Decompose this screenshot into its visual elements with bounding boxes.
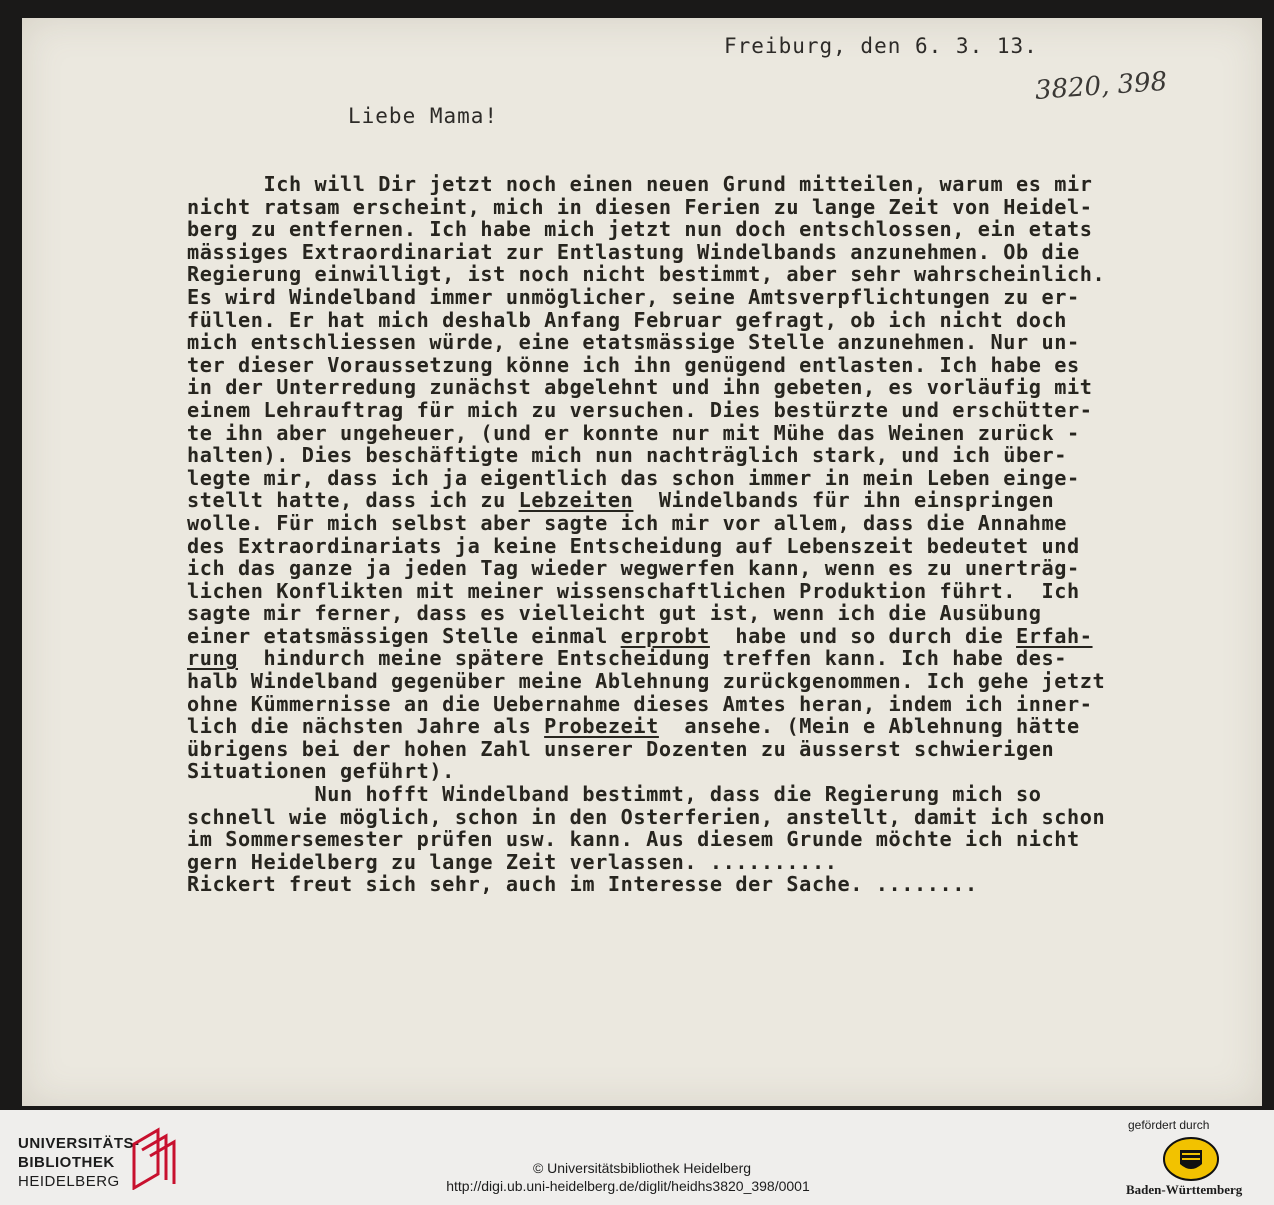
line-text: einem Lehrauftrag für mich zu versuchen. Dies bestürzte und erschütter-: [187, 397, 1093, 422]
library-name-line2: BIBLIOTHEK: [18, 1154, 115, 1171]
letter-line: [187, 580, 1237, 603]
line-text: te ihn aber ungeheuer, (und er konnte nur mit Mühe das Weinen zurück -: [187, 420, 1080, 445]
coat-of-arms-icon: [1162, 1136, 1220, 1182]
letter-line: [187, 602, 1237, 625]
line-text: übrigens bei der hohen Zahl unserer Dozenten zu äusserst schwierigen: [187, 736, 1055, 761]
line-text: sagte mir ferner, dass es vielleicht gut ist, wenn ich die Ausübung: [187, 601, 1042, 626]
line-text: ansehe. (Mein e Ablehnung hätte: [658, 714, 1080, 739]
line-text: lich die nächsten Jahre als: [187, 714, 545, 739]
line-text: lichen Konflikten mit meiner wissenschaftlichen Produktion führt. Ich: [187, 578, 1080, 603]
line-text: Windelbands für ihn einspringen: [633, 488, 1055, 513]
line-text: gern Heidelberg zu lange Zeit verlassen. ..........: [187, 849, 838, 874]
letter-line: [187, 241, 1237, 264]
letter-line: [187, 828, 1237, 851]
line-text: einer etatsmässigen Stelle einmal: [187, 623, 621, 648]
letter-line: [187, 783, 1237, 806]
line-text: wolle. Für mich selbst aber sagte ich mir vor allem, dass die Annahme: [187, 510, 1068, 535]
line-text: schnell wie möglich, schon in den Osterferien, anstellt, damit ich schon: [187, 804, 1106, 829]
copyright-notice: © Universitätsbibliothek Heidelberg: [532, 1160, 752, 1176]
permalink-url[interactable]: http://digi.ub.uni-heidelberg.de/diglit/heidhs3820_398/0001: [446, 1178, 810, 1194]
letter-line: [187, 715, 1237, 738]
underlined-word: Probezeit: [544, 714, 659, 739]
letter-line: [187, 218, 1237, 241]
funding-label: gefördert durch: [1128, 1118, 1210, 1132]
line-text: stellt hatte, dass ich zu: [187, 488, 519, 513]
line-text: in der Unterredung zunächst abgelehnt und ihn gebeten, es vorläufig mit: [187, 375, 1093, 400]
letter-line: [187, 354, 1237, 377]
line-text: legte mir, dass ich ja eigentlich das schon immer in mein Leben einge-: [187, 465, 1080, 490]
line-text: Ich will Dir jetzt noch einen neuen Grund mitteilen, warum es mir: [187, 172, 1093, 196]
letter-line: [187, 286, 1237, 309]
line-text: Situationen geführt).: [187, 759, 455, 784]
line-text: Nun hofft Windelband bestimmt, dass die Regierung mich so: [187, 782, 1042, 807]
library-name-line3: HEIDELBERG: [18, 1173, 120, 1190]
line-text: berg zu entfernen. Ich habe mich jetzt nun doch entschlossen, ein etats: [187, 217, 1093, 242]
letter-body: [187, 173, 1237, 896]
letter-line: [187, 535, 1237, 558]
line-text: ohne Kümmernisse an die Uebernahme dieses Amtes heran, indem ich inner-: [187, 691, 1093, 716]
line-text: halb Windelband gegenüber meine Ablehnung zurückgenommen. Ich gehe jetzt: [187, 669, 1106, 694]
line-text: mässiges Extraordinariat zur Entlastung Windelbands anzunehmen. Ob die: [187, 239, 1080, 264]
letter-line: [187, 806, 1237, 829]
line-text: habe und so durch die: [709, 623, 1017, 648]
library-name-line1: UNIVERSITÄTS-: [18, 1135, 140, 1152]
underlined-word: erprobt: [620, 623, 710, 648]
letter-line: [187, 399, 1237, 422]
underlined-word: rung: [187, 646, 239, 671]
letter-line: [187, 444, 1237, 467]
salutation: Liebe Mama!: [348, 104, 499, 128]
line-text: nicht ratsam erscheint, mich in diesen Ferien zu lange Zeit von Heidel-: [187, 194, 1093, 219]
underlined-word: Lebzeiten: [518, 488, 634, 513]
line-text: ich das ganze ja jeden Tag wieder wegwerfen kann, wenn es zu unerträg-: [187, 556, 1080, 581]
line-text: hindurch meine spätere Entscheidung treffen kann. Ich habe des-: [238, 646, 1068, 671]
letter-line: [187, 738, 1237, 761]
letter-line: [187, 625, 1237, 648]
line-text: im Sommersemester prüfen usw. kann. Aus diesem Grunde möchte ich nicht: [187, 827, 1080, 852]
letter-line: [187, 173, 1237, 196]
letter-line: [187, 376, 1237, 399]
letter-line: [187, 512, 1237, 535]
line-text: halten). Dies beschäftigte mich nun nachträglich stark, und ich über-: [187, 443, 1068, 468]
line-text: füllen. Er hat mich deshalb Anfang Februar gefragt, ob ich nicht doch: [187, 307, 1068, 332]
letter-line: [187, 422, 1237, 445]
line-text: mich entschliessen würde, eine etatsmässige Stelle anzunehmen. Nur un-: [187, 330, 1080, 355]
line-text: Rickert freut sich sehr, auch im Interesse der Sache. ........: [187, 872, 978, 897]
letter-line: [187, 557, 1237, 580]
letter-line: [187, 263, 1237, 286]
footer: [0, 1110, 1274, 1205]
shelfmark-annotation: 3820, 398: [1034, 66, 1169, 106]
letter-line: [187, 331, 1237, 354]
letter-line: [187, 670, 1237, 693]
state-label: Baden-Württemberg: [1126, 1182, 1243, 1197]
underlined-word: Erfah-: [1016, 623, 1093, 648]
letter-line: [187, 467, 1237, 490]
letter-line: [187, 693, 1237, 716]
letter-line: [187, 873, 1237, 896]
line-text: Regierung einwilligt, ist noch nicht bestimmt, aber sehr wahrscheinlich.: [187, 262, 1106, 287]
letter-line: [187, 489, 1237, 512]
letter-line: [187, 647, 1237, 670]
letter-line: [187, 851, 1237, 874]
letter-line: [187, 309, 1237, 332]
letter-line: [187, 196, 1237, 219]
letter-page: [22, 18, 1262, 1106]
line-text: Es wird Windelband immer unmöglicher, seine Amtsverpflichtungen zu er-: [187, 284, 1080, 309]
place-date: Freiburg, den 6. 3. 13.: [724, 34, 1038, 58]
line-text: ter dieser Voraussetzung könne ich ihn genügend entlasten. Ich habe es: [187, 352, 1080, 377]
letter-line: [187, 760, 1237, 783]
line-text: des Extraordinariats ja keine Entscheidung auf Lebenszeit bedeutet und: [187, 533, 1080, 558]
